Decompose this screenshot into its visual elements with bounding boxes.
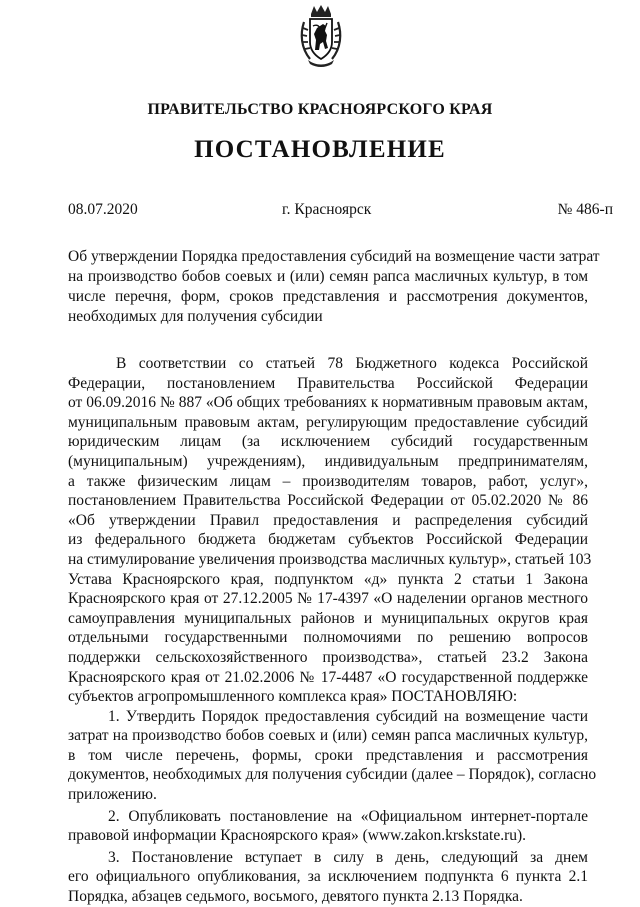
- preamble-line: «Об утверждении Правил предоставления и распределения субсидий: [68, 511, 588, 529]
- document-body: [68, 354, 597, 907]
- item1-line: 1. Утвердить Порядок предоставления субсидий на возмещение части: [108, 707, 588, 725]
- preamble-line: постановлением Правительства Российской Федерации от 05.02.2020 № 86: [68, 492, 588, 510]
- document-city: г. Красноярск: [282, 201, 372, 218]
- item1-line: затрат на производство бобов соевых и (или) семян рапса масличных культур,: [68, 727, 588, 745]
- preamble-line: от 06.09.2016 № 887 «Об общих требованиях к нормативным правовым актам,: [68, 394, 588, 412]
- preamble-line: из федерального бюджета бюджетам субъектов Российской Федерации: [68, 531, 588, 549]
- preamble-line: Федерации, постановлением Правительства Российской Федерации: [68, 374, 588, 392]
- subject-line: числе перечня, форм, сроков представления и рассмотрения документов,: [68, 288, 588, 305]
- item3-line: Порядка, абзацев седьмого, восьмого, девятого пункта 2.13 Порядка.: [68, 888, 523, 906]
- preamble-line: муниципальным правовым актам, регулирующим предоставление субсидий: [68, 413, 588, 431]
- item2-line: правовой информации Красноярского края» (www.zakon.krskstate.ru).: [68, 827, 527, 845]
- government-title: ПРАВИТЕЛЬСТВО КРАСНОЯРСКОГО КРАЯ: [147, 101, 493, 118]
- preamble-line: В соответствии со статьей 78 Бюджетного кодекса Российской: [116, 355, 588, 372]
- item3-line: 3. Постановление вступает в силу в день, следующий за днем: [108, 848, 588, 866]
- document-type-title: ПОСТАНОВЛЕНИЕ: [194, 136, 446, 163]
- item1-line: в том числе перечень, формы, сроки представления и рассмотрения: [68, 746, 588, 764]
- item1-line: документов, необходимых для получения субсидии (далее – Порядок), согласно: [68, 766, 597, 784]
- preamble-line: (муниципальным) учреждениям), индивидуальным предпринимателям,: [68, 452, 588, 470]
- item3-line: его официального опубликования, за исключением подпункта 6 пункта 2.1: [68, 868, 588, 886]
- krasnoyarsk-coat-of-arms-icon: [298, 4, 344, 68]
- preamble-line: Красноярского края от 27.12.2005 № 17-4397 «О наделении органов местного: [68, 590, 588, 608]
- preamble-line: отдельными государственными полномочиями по решению вопросов: [68, 629, 588, 647]
- preamble-line: поддержки сельскохозяйственного производства», статьей 23.2 Закона: [68, 648, 588, 666]
- preamble-line: Красноярского края от 21.02.2006 № 17-4487 «О государственной поддержке: [68, 668, 588, 686]
- preamble-line: самоуправления муниципальных районов и муниципальных округов края: [68, 609, 588, 627]
- document-number: № 486-п: [557, 201, 613, 218]
- item2-line: 2. Опубликовать постановление на «Официальном интернет-портале: [108, 807, 588, 825]
- document-subject: [68, 247, 600, 327]
- preamble-line: а также физическим лицам – производителям товаров, работ, услуг»,: [68, 472, 588, 490]
- subject-line: Об утверждении Порядка предоставления субсидий на возмещение части затрат: [68, 248, 600, 265]
- document-date: 08.07.2020: [68, 201, 138, 218]
- subject-line: необходимых для получения субсидии: [68, 308, 323, 325]
- preamble-line: Устава Красноярского края, подпунктом «д» пункта 2 статьи 1 Закона: [68, 570, 588, 588]
- preamble-line: юридическим лицам (за исключением субсидий государственным: [68, 433, 588, 451]
- item1-line: приложению.: [68, 786, 157, 804]
- subject-line: на производство бобов соевых и (или) семян рапса масличных культур, в том: [68, 268, 588, 285]
- preamble-line: субъектов агропромышленного комплекса края» ПОСТАНОВЛЯЮ:: [68, 688, 518, 706]
- preamble-line: на стимулирование увеличения производства масличных культур», статьей 103: [68, 550, 592, 568]
